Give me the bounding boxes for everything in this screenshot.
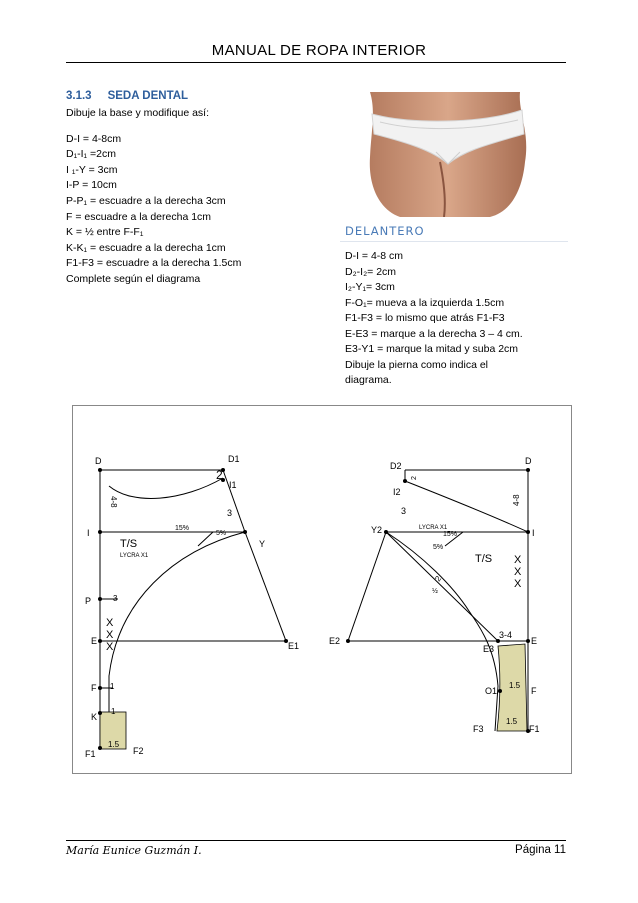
- footer-page-number: Página 11: [515, 844, 566, 856]
- label-X: X: [106, 617, 114, 629]
- label-E: E: [531, 636, 538, 646]
- label-Y: Y: [259, 539, 266, 549]
- instruction-line: F = escuadre a la derecha 1cm: [66, 210, 212, 223]
- label-I: I: [532, 528, 535, 538]
- label-3: 3: [227, 508, 233, 518]
- label-F2: F2: [133, 746, 144, 756]
- label-p3: 3: [113, 594, 118, 603]
- instruction-line: P-P₁ = escuadre a la derecha 3cm: [66, 194, 226, 207]
- section-number: 3.1.3: [66, 90, 92, 102]
- label-2: 2: [433, 574, 444, 584]
- label-1-5: 1.5: [509, 681, 521, 690]
- label-F3: F3: [473, 724, 484, 734]
- instruction-line: K = ½ entre F-F₁: [66, 226, 144, 239]
- label-I2: I2: [393, 487, 401, 497]
- label-15pct: 15%: [175, 525, 190, 532]
- label-Y2: Y2: [371, 525, 383, 535]
- label-E3: E3: [483, 644, 495, 654]
- delantero-line: E3-Y1 = marque la mitad y suba 2cm: [345, 343, 519, 355]
- label-TS: T/S: [475, 553, 493, 565]
- label-E2: E2: [329, 636, 341, 646]
- label-X: X: [106, 641, 114, 653]
- label-3: 3: [401, 506, 407, 516]
- label-X: X: [106, 629, 114, 641]
- label-1-5: 1.5: [506, 717, 518, 726]
- label-X: X: [514, 578, 522, 590]
- label-4-8: 4-8: [109, 496, 118, 508]
- label-1-5: 1.5: [108, 740, 120, 749]
- instruction-line: I-P = 10cm: [66, 179, 117, 192]
- delantero-line: diagrama.: [345, 374, 392, 386]
- label-3-4: 3-4: [499, 630, 513, 640]
- label-D1: D1: [228, 454, 240, 464]
- delantero-block: [345, 249, 567, 389]
- label-P: P: [85, 596, 92, 606]
- delantero-line: F1-F3 = lo mismo que atrás F1-F3: [345, 312, 505, 324]
- label-TS: T/S: [120, 538, 138, 550]
- label-D: D: [525, 456, 532, 466]
- label-half: ½: [432, 588, 438, 595]
- delantero-rule: [340, 241, 568, 242]
- label-F1: F1: [529, 724, 540, 734]
- instruction-line: D-I = 4-8cm: [66, 132, 122, 145]
- delantero-line: I₂-Y₁= 3cm: [345, 281, 395, 293]
- back-points: [98, 468, 288, 750]
- instruction-line: I ₁-Y = 3cm: [66, 163, 118, 176]
- instruction-line: F1-F3 = escuadre a la derecha 1.5cm: [66, 257, 242, 270]
- label-E1: E1: [288, 641, 300, 651]
- delantero-line: D-I = 4-8 cm: [345, 250, 404, 262]
- instructions-intro: Dibuje la base y modifique así:: [66, 107, 209, 119]
- label-K: K: [91, 712, 98, 722]
- label-D2: D2: [390, 461, 402, 471]
- label-5pct: 5%: [433, 544, 444, 551]
- label-2: 2: [411, 476, 418, 480]
- label-1: 1: [110, 682, 115, 691]
- section-name: SEDA DENTAL: [107, 90, 189, 102]
- instruction-line: K-K₁ = escuadre a la derecha 1cm: [66, 241, 226, 254]
- pattern-diagram: [72, 405, 572, 774]
- back-pattern: [100, 470, 286, 748]
- label-F: F: [91, 683, 97, 693]
- product-photo: [340, 92, 564, 217]
- instruction-line: Complete según el diagrama: [66, 272, 201, 285]
- label-15pct: 15%: [443, 531, 458, 538]
- delantero-line: F-O₁= mueva a la izquierda 1.5cm: [345, 296, 505, 309]
- header-rule: [66, 62, 566, 63]
- label-lycra: LYCRA X1: [120, 553, 149, 559]
- footer-rule: [66, 840, 566, 841]
- section-title: [66, 90, 188, 102]
- label-lycra: LYCRA X1: [419, 525, 448, 531]
- label-5pct: 5%: [216, 530, 227, 537]
- label-X: X: [514, 554, 522, 566]
- instruction-line: D₁-I₁ =2cm: [66, 148, 116, 161]
- label-O1: O1: [485, 686, 498, 696]
- delantero-line: E-E3 = marque a la derecha 3 – 4 cm.: [345, 327, 523, 340]
- page-header: MANUAL DE ROPA INTERIOR: [211, 42, 427, 59]
- label-F: F: [531, 686, 537, 696]
- label-E: E: [91, 636, 98, 646]
- footer-author: María Eunice Guzmán I.: [66, 844, 202, 857]
- delantero-line: Dibuje la pierna como indica el: [345, 358, 488, 371]
- label-I1: I1: [229, 480, 237, 490]
- delantero-title: DELANTERO: [345, 224, 425, 238]
- delantero-line: D₂-I₂= 2cm: [345, 265, 397, 278]
- label-I: I: [87, 528, 90, 538]
- label-4-8: 4-8: [512, 494, 521, 506]
- label-2: 2: [216, 468, 223, 482]
- label-D: D: [95, 456, 102, 466]
- label-F1: F1: [85, 749, 96, 759]
- instructions-block: [66, 106, 241, 288]
- label-1: 1: [111, 707, 116, 716]
- label-X: X: [514, 566, 522, 578]
